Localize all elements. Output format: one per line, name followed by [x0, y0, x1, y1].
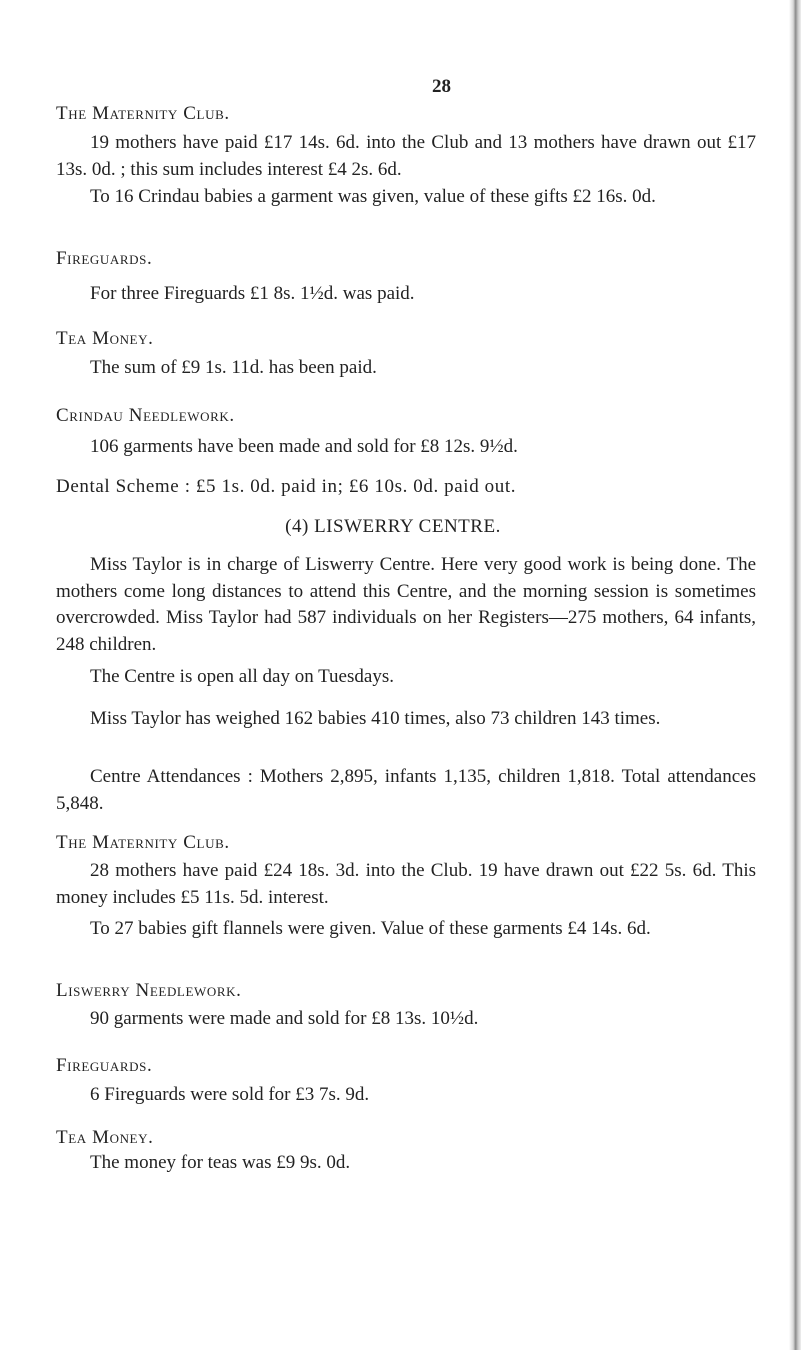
liswerry-needlework-heading: Liswerry Needlework.	[56, 980, 242, 1001]
fireguards-heading: Fireguards.	[56, 248, 153, 269]
liswerry-tea-money-text: The money for teas was £9 9s. 0d.	[90, 1152, 351, 1173]
liswerry-centre-hours-paragraph: The Centre is open all day on Tuesdays.	[90, 666, 394, 687]
liswerry-gift-flannels-paragraph: To 27 babies gift flannels were given. Value of these garments £4 14s. 6d.	[90, 918, 651, 939]
maternity-club-paragraph: 19 mothers have paid £17 14s. 6d. into the Club and 13 mothers have drawn out £17 13s. 0d. ; this sum includes interest £4 2s. 6d.	[56, 132, 756, 180]
crindau-needlework-heading: Crindau Needlework.	[56, 405, 235, 426]
liswerry-needlework-text: 90 garments were made and sold for £8 13s. 10½d.	[90, 1008, 479, 1029]
liswerry-centre-weighing-paragraph: Miss Taylor has weighed 162 babies 410 times, also 73 children 143 times.	[90, 708, 661, 729]
dental-scheme-line: Dental Scheme : £5 1s. 0d. paid in; £6 10s. 0d. paid out.	[56, 476, 517, 497]
tea-money-text: The sum of £9 1s. 11d. has been paid.	[90, 357, 377, 378]
liswerry-fireguards-heading: Fireguards.	[56, 1055, 153, 1076]
maternity-club-gifts-paragraph: To 16 Crindau babies a garment was given, value of these gifts £2 16s. 0d.	[90, 186, 656, 207]
crindau-needlework-text: 106 garments have been made and sold for £8 12s. 9½d.	[90, 436, 518, 457]
liswerry-tea-money-heading: Tea Money.	[56, 1127, 154, 1148]
liswerry-maternity-club-heading: The Maternity Club.	[56, 832, 230, 853]
liswerry-centre-heading: (4) LISWERRY CENTRE.	[285, 516, 501, 537]
maternity-club-heading: The Maternity Club.	[56, 103, 230, 124]
fireguards-text: For three Fireguards £1 8s. 1½d. was paid.	[90, 283, 415, 304]
liswerry-centre-attendances-paragraph: Centre Attendances : Mothers 2,895, infants 1,135, children 1,818. Total attendances 5,848.	[56, 766, 756, 814]
page-binding-edge	[789, 0, 801, 1350]
liswerry-maternity-club-paragraph: 28 mothers have paid £24 18s. 3d. into the Club. 19 have drawn out £22 5s. 6d. This money includes £5 11s. 5d. interest.	[56, 860, 756, 908]
page-number: 28	[432, 76, 451, 97]
liswerry-fireguards-text: 6 Fireguards were sold for £3 7s. 9d.	[90, 1084, 370, 1105]
tea-money-heading: Tea Money.	[56, 328, 154, 349]
liswerry-centre-intro-paragraph: Miss Taylor is in charge of Liswerry Centre. Here very good work is being done. The mothers come long distances to attend this Centre, and the morning session is sometimes overcrowded. Miss Taylor had 587 individuals on her Registers—275 mothers, 64 infants, 248 children.	[56, 554, 756, 655]
